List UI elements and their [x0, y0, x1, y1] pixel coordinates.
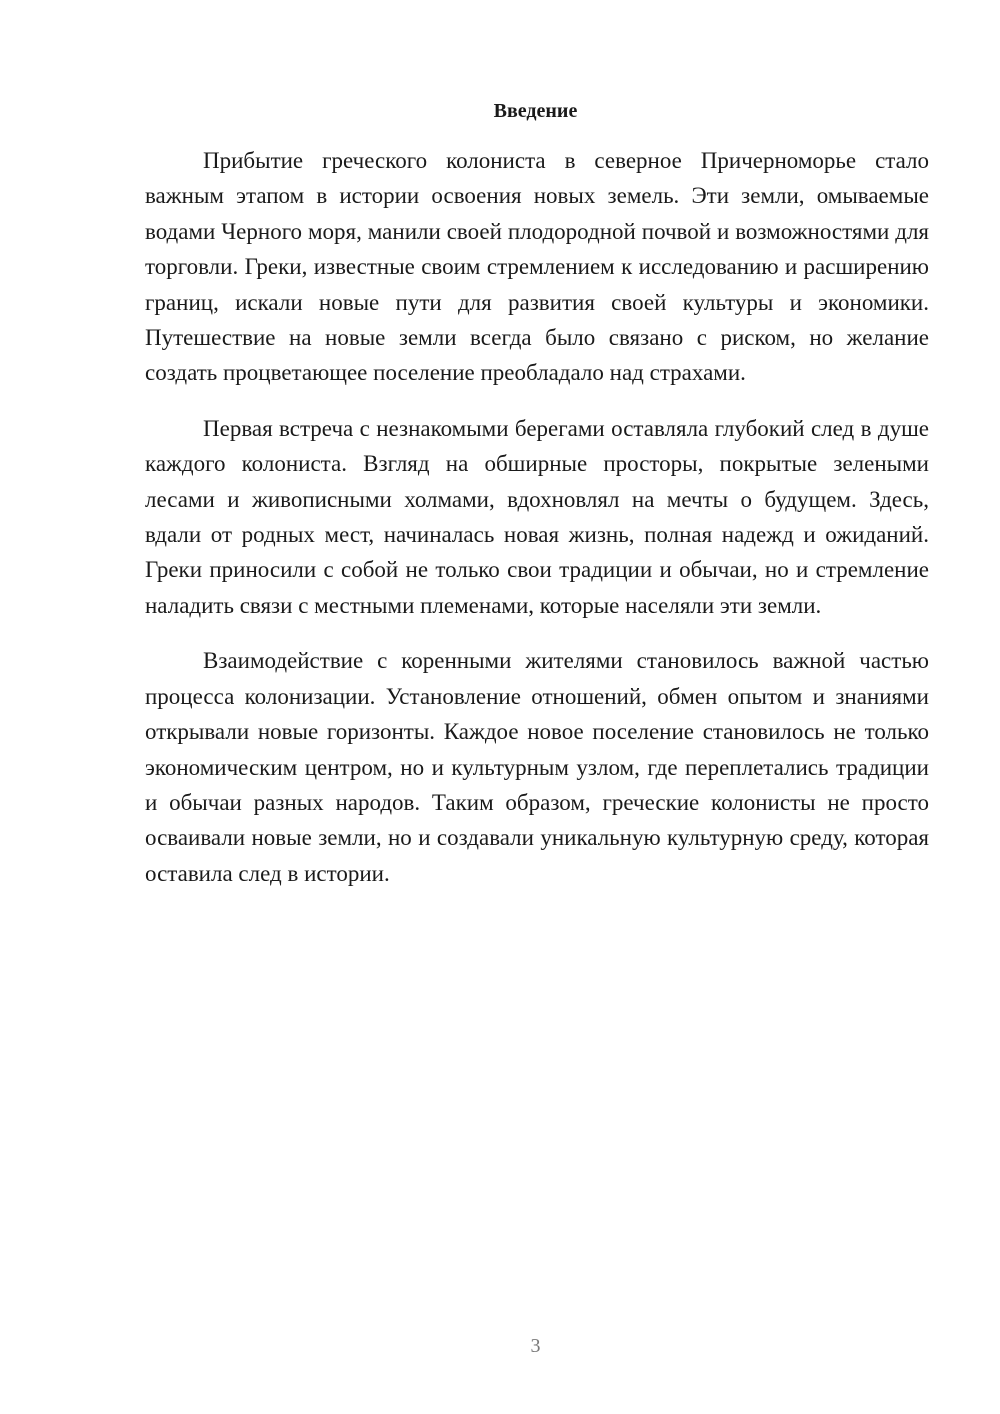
paragraph-3: Взаимодействие с коренными жителями становилось важной частью процесса колонизации. Установление отношений, обмен опытом и знаниями открывали новые горизонты. Каждое новое поселение становилось не только экономическим центром, но и культурным узлом, где переплетались традиции и обычаи разных народов. Таким образом, греческие колонисты не просто осваивали новые земли, но и создавали уникальную культурную среду, которая оставила след в истории. [145, 648, 929, 886]
section-title: Введение [493, 100, 578, 122]
paragraph-1: Прибытие греческого колониста в северное Причерноморье стало важным этапом в истории освоения новых земель. Эти земли, омываемые водами Черного моря, манили своей плодородной почвой и возможностями для торговли. Греки, известные своим стремлением к исследованию и расширению границ, искали новые пути для развития своей культуры и экономики. Путешествие на новые земли всегда было связано с риском, но желание создать процветающее поселение преобладало над страхами. [145, 148, 929, 386]
page-number: 3 [530, 1335, 541, 1357]
paragraph-2: Первая встреча с незнакомыми берегами оставляла глубокий след в душе каждого колониста. Взгляд на обширные просторы, покрытые зелеными лесами и живописными холмами, вдохновлял на мечты о будущем. Здесь, вдали от родных мест, начиналась новая жизнь, полная надежд и ожиданий. Греки приносили с собой не только свои традиции и обычаи, но и стремление наладить связи с местными племенами, которые населяли эти земли. [145, 415, 929, 618]
body-text [145, 143, 929, 891]
